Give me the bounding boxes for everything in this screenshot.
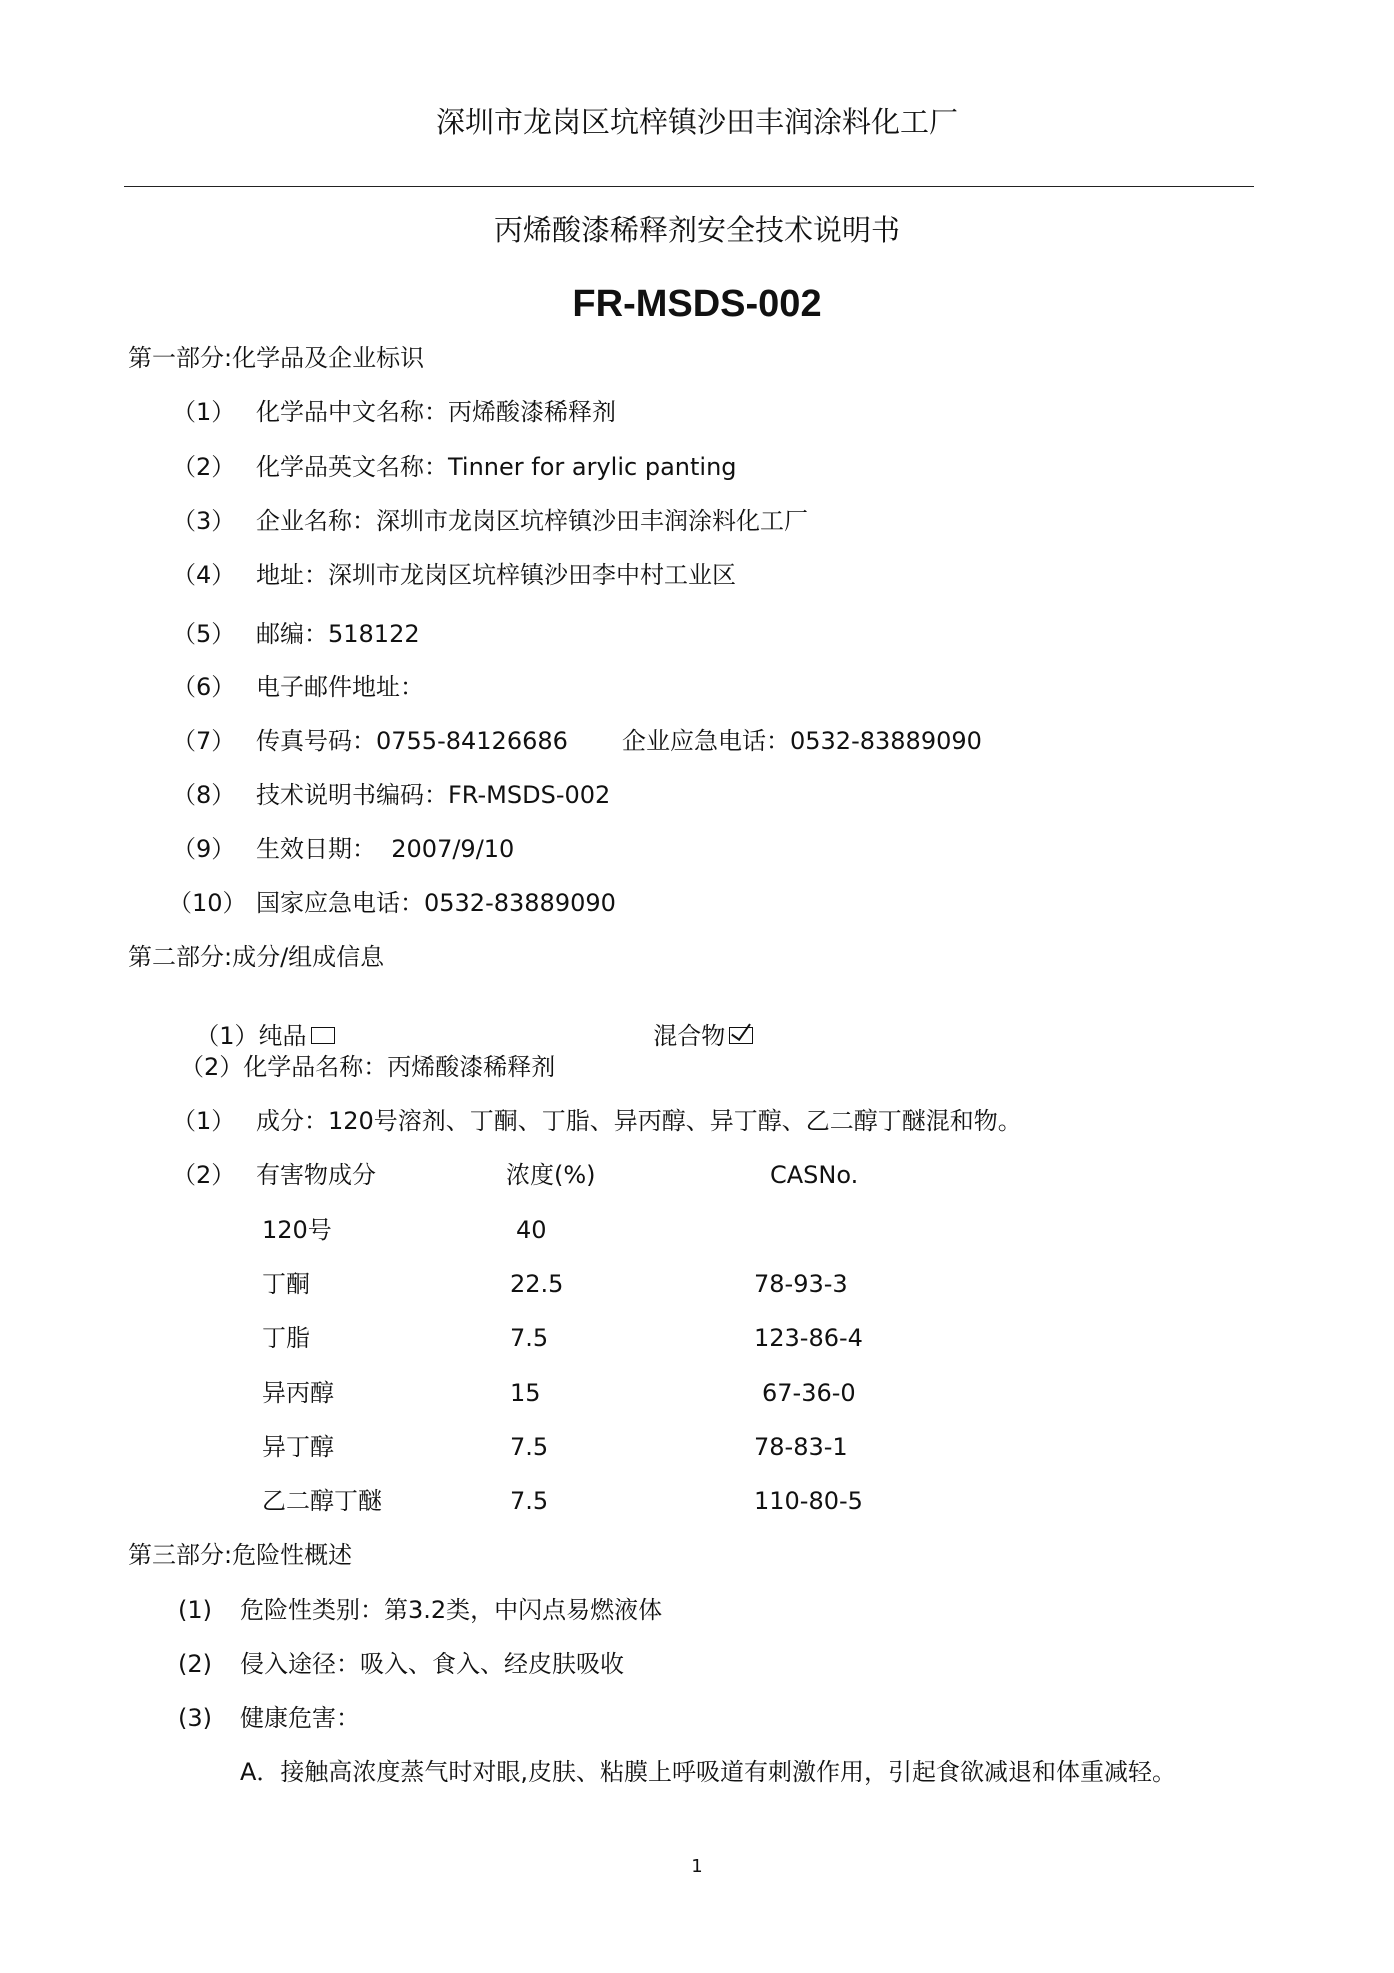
- part3-item-text: 侵入途径：吸入、食入、经皮肤吸收: [240, 1650, 624, 1678]
- part1-item-num: （4）: [172, 561, 236, 589]
- component-cas: 78-83-1: [754, 1433, 848, 1461]
- part1-item-text: 邮编：518122: [256, 620, 420, 648]
- part3-heading: 第三部分:危险性概述: [128, 1541, 353, 1569]
- component-name: 丁酮: [262, 1270, 310, 1298]
- component-cas: 78-93-3: [754, 1270, 848, 1298]
- mixture-option: [638, 1000, 753, 1048]
- part3-item-num: (2): [178, 1650, 212, 1678]
- mixture-checkbox[interactable]: [729, 1027, 753, 1044]
- page-number: 1: [691, 1856, 703, 1877]
- part1-item-num: （2）: [172, 453, 236, 481]
- part3-item-num: (1): [178, 1596, 212, 1624]
- component-name: 120号: [262, 1216, 332, 1244]
- hazard-components-header: 有害物成分: [256, 1161, 376, 1189]
- company-name: 深圳市龙岗区坑梓镇沙田丰润涂料化工厂: [435, 105, 958, 139]
- component-conc: 7.5: [510, 1487, 549, 1515]
- part2-item-num: （1）: [172, 1107, 236, 1135]
- header-rule: [124, 186, 1254, 187]
- component-cas: 67-36-0: [762, 1379, 856, 1407]
- pure-checkbox[interactable]: [311, 1027, 335, 1044]
- part3-item-text: 危险性类别：第3.2类，中闪点易燃液体: [240, 1596, 663, 1624]
- component-conc: 15: [510, 1379, 541, 1407]
- document-title: 丙烯酸漆稀释剂安全技术说明书: [493, 213, 900, 247]
- part1-item-num: （7）: [172, 727, 236, 755]
- part3-item-num: (3): [178, 1704, 212, 1732]
- chemical-name: （2）化学品名称：丙烯酸漆稀释剂: [180, 1053, 556, 1081]
- part3-item-text: 健康危害：: [240, 1704, 360, 1732]
- component-conc: 22.5: [510, 1270, 564, 1298]
- part1-item-text: 化学品英文名称：Tinner for arylic panting: [256, 453, 737, 481]
- part1-item-text: 生效日期： 2007/9/10: [256, 835, 515, 863]
- part1-item-num: （8）: [172, 781, 236, 809]
- component-name: 异丙醇: [262, 1379, 334, 1407]
- part1-item-num: （6）: [172, 673, 236, 701]
- part2-item-num: （2）: [172, 1161, 236, 1189]
- component-conc: 40: [516, 1216, 547, 1244]
- part1-item-num: （9）: [172, 835, 236, 863]
- component-cas: 110-80-5: [754, 1487, 863, 1515]
- part1-item-text: 化学品中文名称：丙烯酸漆稀释剂: [256, 398, 616, 426]
- component-cas: 123-86-4: [754, 1324, 863, 1352]
- part1-item-text: 传真号码：0755-84126686: [256, 727, 568, 755]
- part2-heading: 第二部分:成分/组成信息: [128, 943, 385, 971]
- component-conc: 7.5: [510, 1433, 549, 1461]
- document-code: FR-MSDS-002: [572, 283, 822, 325]
- part1-heading: 第一部分:化学品及企业标识: [128, 344, 425, 372]
- mixture-label: 混合物: [653, 1022, 726, 1050]
- part1-item-text: 企业名称：深圳市龙岗区坑梓镇沙田丰润涂料化工厂: [256, 507, 808, 535]
- emergency-phone: 企业应急电话：0532-83889090: [622, 727, 982, 755]
- part2-item-text: 成分：120号溶剂、丁酮、丁脂、异丙醇、异丁醇、乙二醇丁醚混和物。: [256, 1107, 1022, 1135]
- pure-label: （1）纯品: [195, 1022, 307, 1050]
- concentration-header: 浓度(%): [506, 1161, 596, 1189]
- component-name: 丁脂: [262, 1324, 310, 1352]
- part1-item-num: （1）: [172, 398, 236, 426]
- part1-item-text: 电子邮件地址：: [256, 673, 424, 701]
- part1-item-text: 国家应急电话：0532-83889090: [256, 889, 616, 917]
- cas-header: CASNo.: [770, 1161, 859, 1189]
- part1-item-num: （3）: [172, 507, 236, 535]
- part1-item-num: （10）: [168, 889, 247, 917]
- part1-item-num: （5）: [172, 620, 236, 648]
- health-hazard-note: A．接触高浓度蒸气时对眼,皮肤、粘膜上呼吸道有刺激作用，引起食欲减退和体重减轻。: [240, 1758, 1177, 1786]
- part1-item-text: 技术说明书编码：FR-MSDS-002: [256, 781, 611, 809]
- part1-item-text: 地址：深圳市龙岗区坑梓镇沙田李中村工业区: [256, 561, 736, 589]
- component-name: 乙二醇丁醚: [262, 1487, 382, 1515]
- component-name: 异丁醇: [262, 1433, 334, 1461]
- pure-option: [180, 1000, 335, 1048]
- component-conc: 7.5: [510, 1324, 549, 1352]
